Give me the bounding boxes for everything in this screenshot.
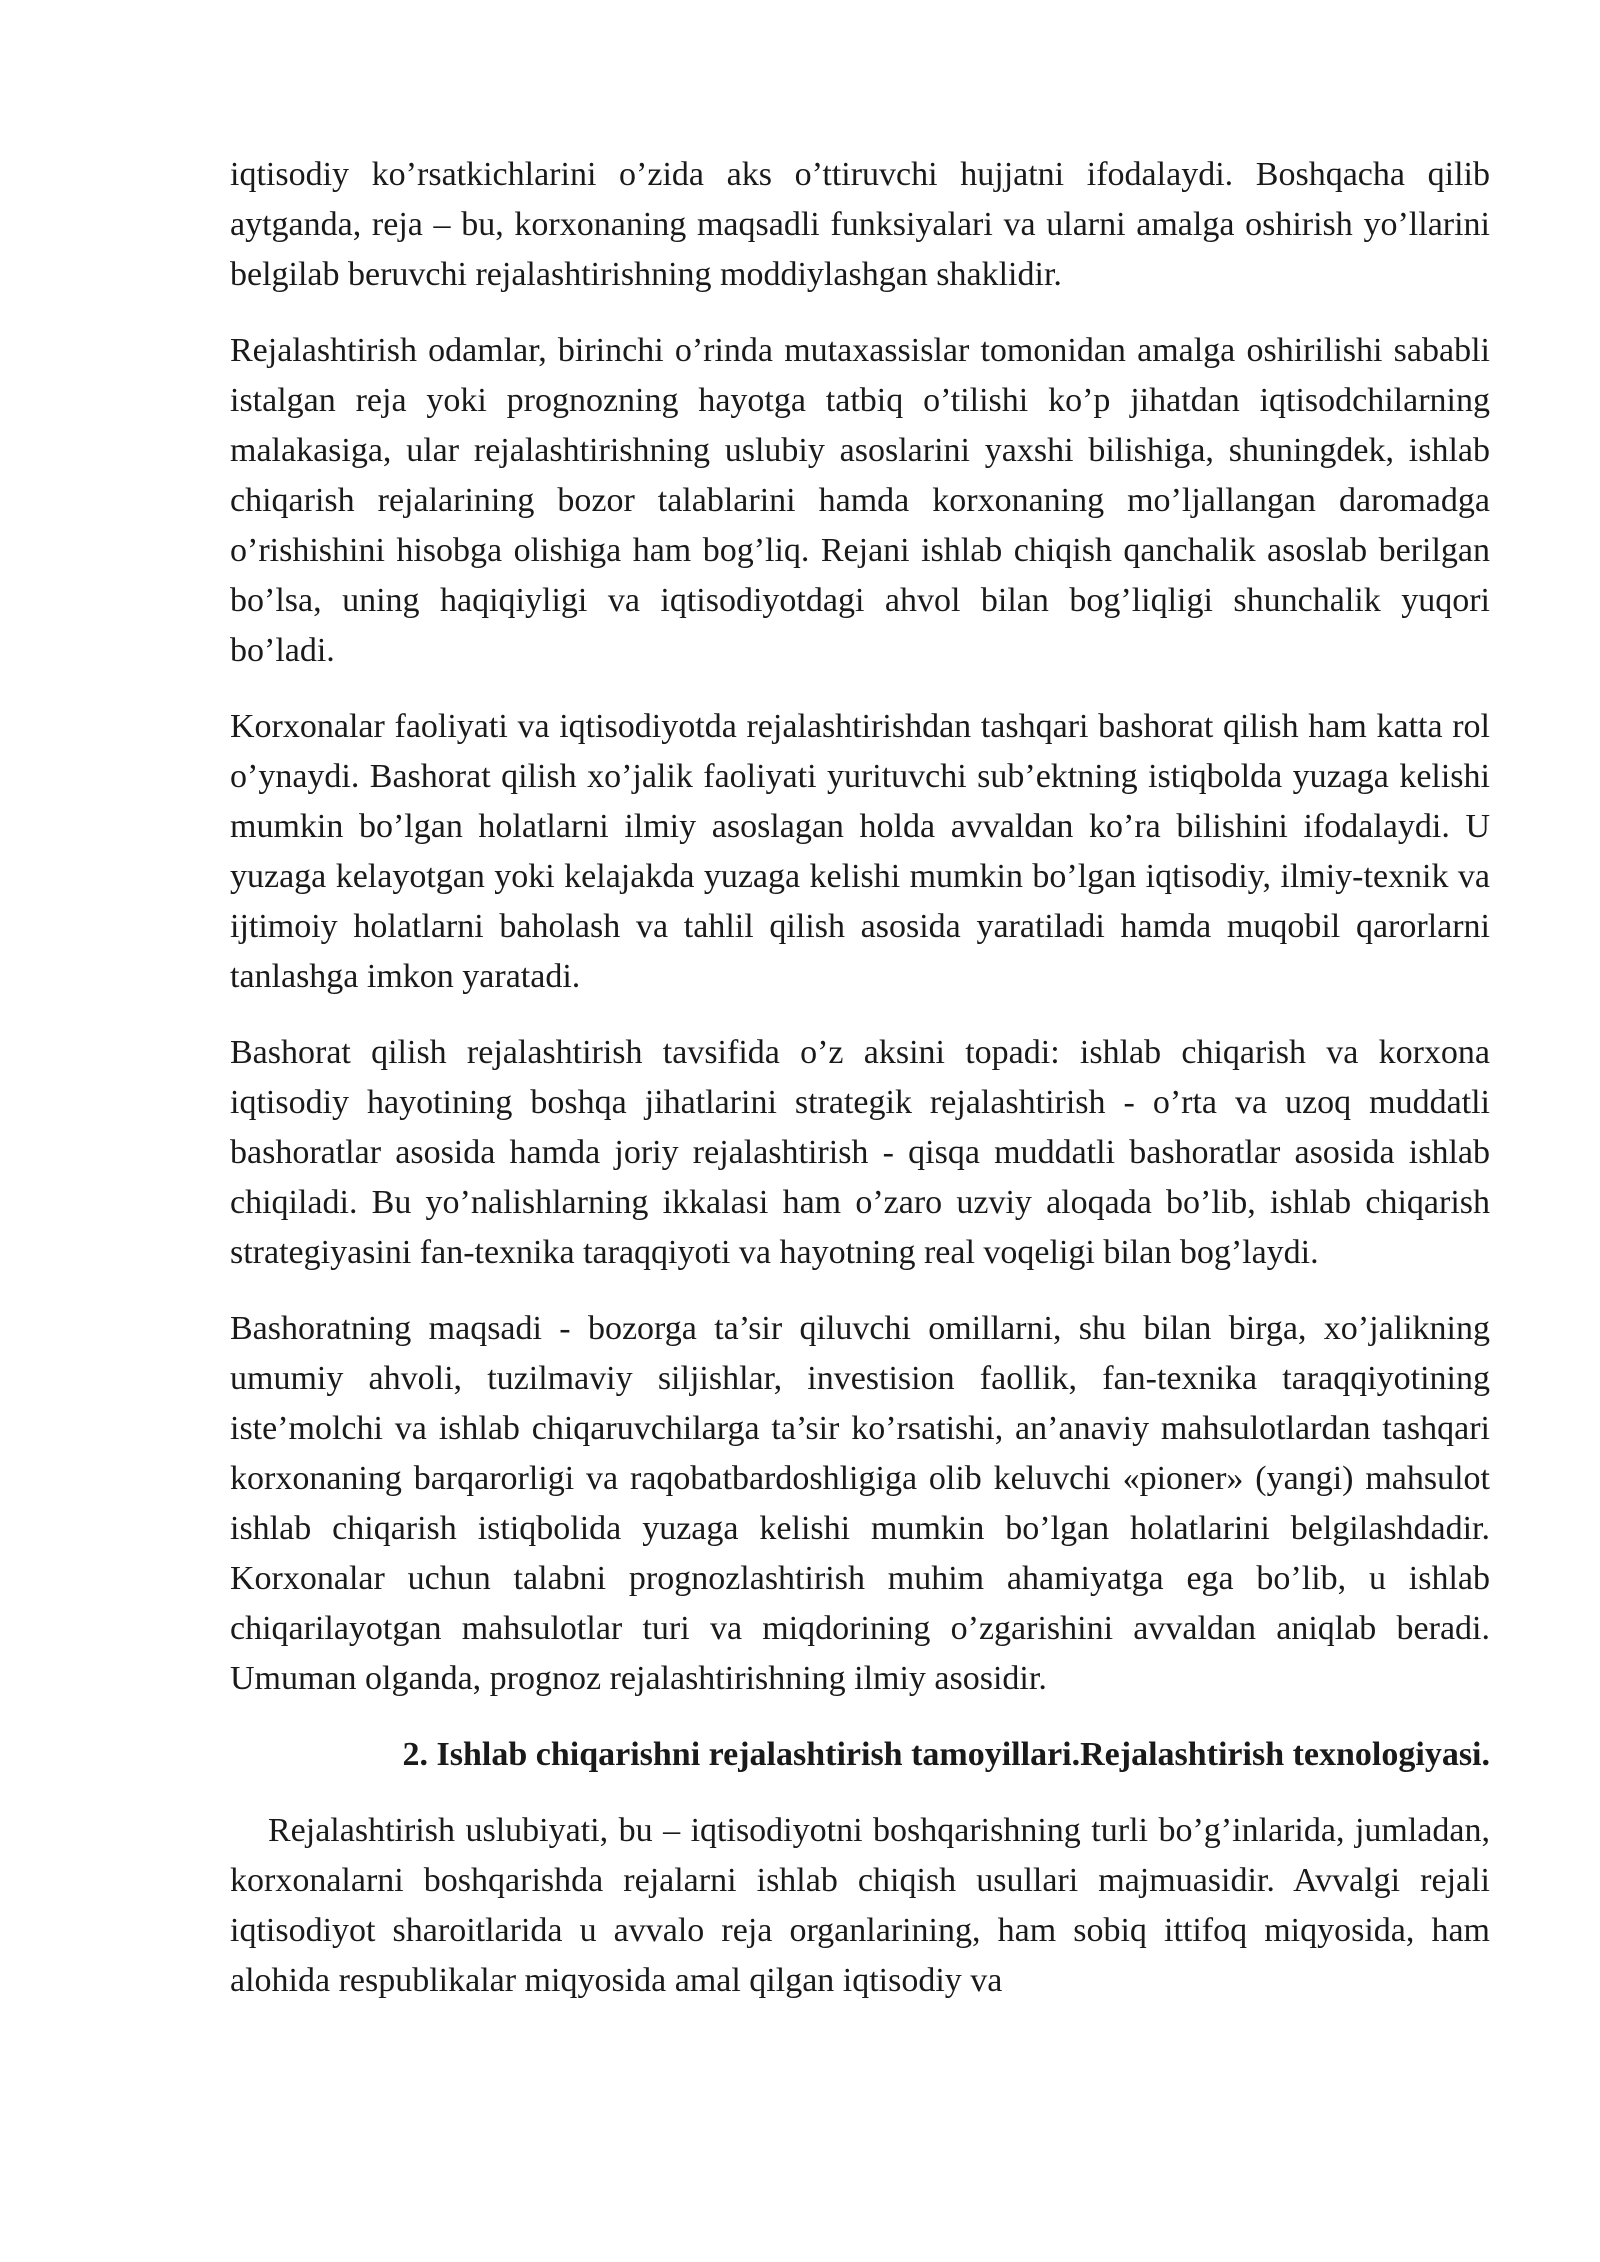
paragraph-1: iqtisodiy ko’rsatkichlarini o’zida aks o’ttiruvchi hujjatni ifodalaydi. Boshqacha qilib aytganda, reja – bu, korxonaning maqsadli funksiyalari va ularni amalga oshirish yo’llarini belgilab beruvchi rejalashtirishning moddiylashgan shaklidir. — [230, 156, 1490, 293]
document-page — [230, 150, 1490, 2032]
paragraph-4: Bashorat qilish rejalashtirish tavsifida o’z aksini topadi: ishlab chiqarish va korxona iqtisodiy hayotining boshqa jihatlarini strategik rejalashtirish - o’rta va uzoq muddatli bashoratlar asosida hamda joriy rejalashtirish - qisqa muddatli bashoratlar asosida ishlab chiqiladi. Bu yo’nalishlarning ikkalasi ham o’zaro uzviy aloqada bo’lib, ishlab chiqarish strategiyasini fan-texnika taraqqiyoti va hayotning real voqeligi bilan bog’laydi. — [230, 1034, 1490, 1271]
paragraph-5: Bashoratning maqsadi - bozorga ta’sir qiluvchi omillarni, shu bilan birga, xo’jalikning umumiy ahvoli, tuzilmaviy siljishlar, investision faollik, fan-texnika taraqqiyotining iste’molchi va ishlab chiqaruvchilarga ta’sir ko’rsatishi, an’anaviy mahsulotlardan tashqari korxonaning barqarorligi va raqobatbardoshligiga olib keluvchi «pioner» (yangi) mahsulot ishlab chiqarish istiqbolida yuzaga kelishi mumkin bo’lgan holatlarini belgilashdadir. Korxonalar uchun talabni prognozlashtirish muhim ahamiyatga ega bo’lib, u ishlab chiqarilayotgan mahsulotlar turi va miqdorining o’zgarishini avvaldan aniqlab beradi. Umuman olganda, prognoz rejalashtirishning ilmiy asosidir. — [230, 1310, 1490, 1697]
paragraph-3: Korxonalar faoliyati va iqtisodiyotda rejalashtirishdan tashqari bashorat qilish ham katta rol o’ynaydi. Bashorat qilish xo’jalik faoliyati yurituvchi sub’ektning istiqbolda yuzaga kelishi mumkin bo’lgan holatlarni ilmiy asoslagan holda avvaldan ko’ra bilishini ifodalaydi. U yuzaga kelayotgan yoki kelajakda yuzaga kelishi mumkin bo’lgan iqtisodiy, ilmiy-texnik va ijtimoiy holatlarni baholash va tahlil qilish asosida yaratiladi hamda muqobil qarorlarni tanlashga imkon yaratadi. — [230, 708, 1490, 995]
section-heading: 2. Ishlab chiqarishni rejalashtirish tamoyillari.Rejalashtirish texnologiyasi. — [402, 1736, 1490, 1773]
paragraph-2: Rejalashtirish odamlar, birinchi o’rinda mutaxassislar tomonidan amalga oshirilishi sababli istalgan reja yoki prognozning hayotga tatbiq o’tilishi ko’p jihatdan iqtisodchilarning malakasiga, ular rejalashtirishning uslubiy asoslarini yaxshi bilishiga, shuningdek, ishlab chiqarish rejalarining bozor talablarini hamda korxonaning mo’ljallangan daromadga o’rishishini hisobga olishiga ham bog’liq. Rejani ishlab chiqish qanchalik asoslab berilgan bo’lsa, uning haqiqiyligi va iqtisodiyotdagi ahvol bilan bog’liqligi shunchalik yuqori bo’ladi. — [230, 332, 1490, 669]
paragraph-6: Rejalashtirish uslubiyati, bu – iqtisodiyotni boshqarishning turli bo’g’inlarida, jumladan, korxonalarni boshqarishda rejalarni ishlab chiqish usullari majmuasidir. Avvalgi rejali iqtisodiyot sharoitlarida u avvalo reja organlarining, ham sobiq ittifoq miqyosida, ham alohida respublikalar miqyosida amal qilgan iqtisodiy va — [230, 1812, 1490, 1999]
